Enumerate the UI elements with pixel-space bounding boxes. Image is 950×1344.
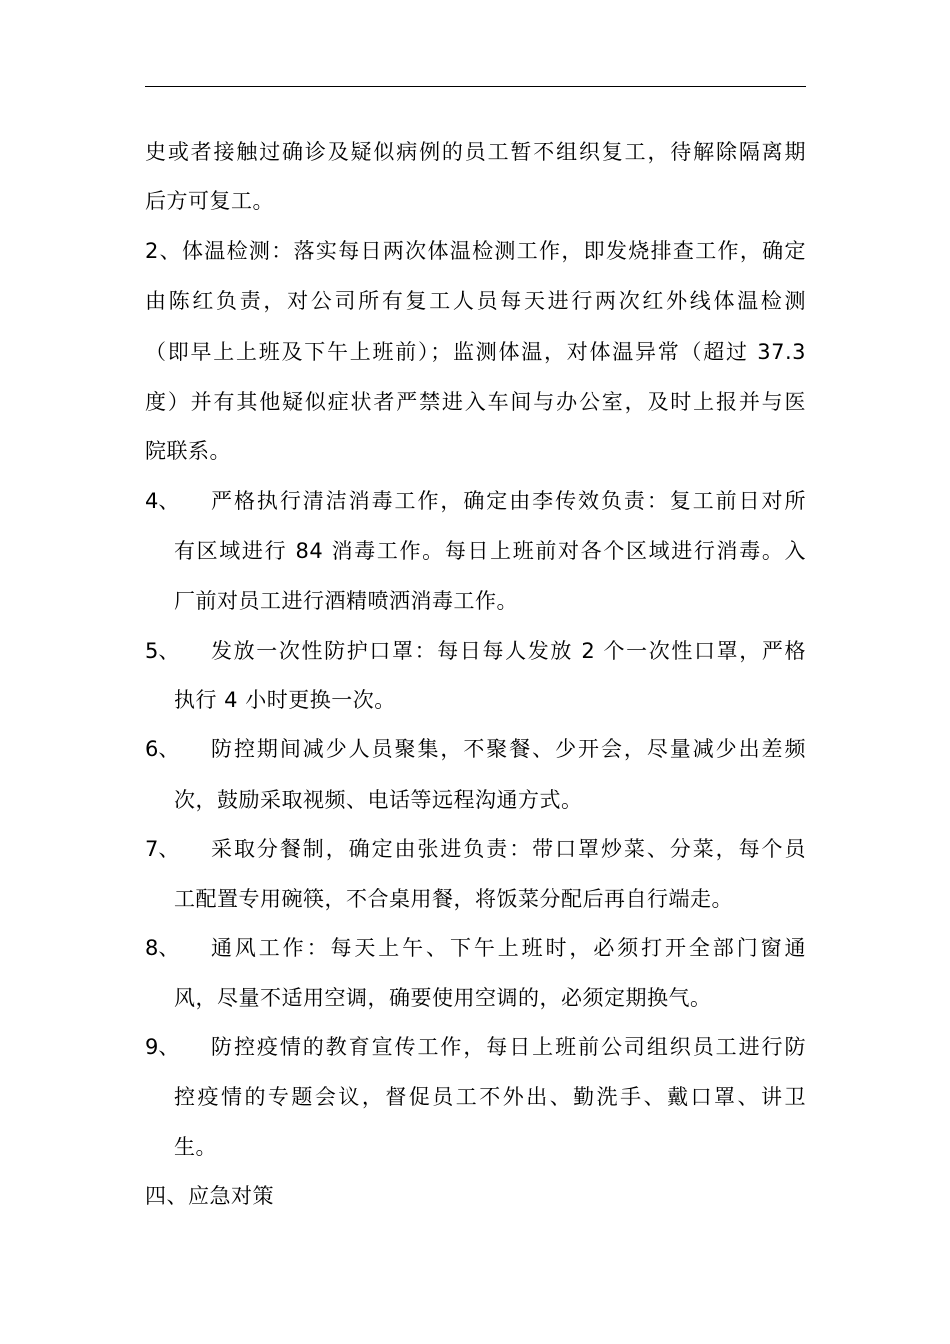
list-item-line: 厂前对员工进行酒精喷洒消毒工作。 [174, 589, 518, 613]
list-item-line: 发放一次性防护口罩：每日每人发放 2 个一次性口罩，严格 [211, 639, 806, 663]
list-item-line: 防控期间减少人员聚集，不聚餐、少开会，尽量减少出差频 [211, 737, 806, 761]
list-item-line: 防控疫情的教育宣传工作，每日上班前公司组织员工进行防 [211, 1035, 806, 1059]
paragraph-line: 度）并有其他疑似症状者严禁进入车间与办公室，及时上报并与医 [145, 390, 806, 414]
list-number: 5、 [145, 639, 180, 663]
list-number: 8、 [145, 936, 180, 960]
paragraph-line: 后方可复工。 [145, 189, 274, 213]
list-number: 9、 [145, 1035, 180, 1059]
list-item-line: 严格执行清洁消毒工作，确定由李传效负责：复工前日对所 [211, 489, 806, 513]
list-number: 4、 [145, 489, 180, 513]
section-heading: 四、应急对策 [145, 1184, 274, 1208]
list-number: 6、 [145, 737, 180, 761]
list-item-line: 采取分餐制，确定由张进负责：带口罩炒菜、分菜，每个员 [211, 837, 806, 861]
list-item-line: 生。 [174, 1135, 217, 1159]
paragraph-line: 院联系。 [145, 439, 231, 463]
list-item-line: 通风工作：每天上午、下午上班时，必须打开全部门窗通 [211, 936, 806, 960]
list-item-line: 控疫情的专题会议，督促员工不外出、勤洗手、戴口罩、讲卫 [174, 1085, 806, 1109]
header-rule [145, 86, 806, 87]
list-item-line: 风，尽量不适用空调，确要使用空调的，必须定期换气。 [174, 986, 712, 1010]
list-item-line: 次，鼓励采取视频、电话等远程沟通方式。 [174, 788, 583, 812]
paragraph-line: 由陈红负责，对公司所有复工人员每天进行两次红外线体温检测 [145, 289, 806, 313]
list-item-line: 有区域进行 84 消毒工作。每日上班前对各个区域进行消毒。入 [174, 539, 806, 563]
paragraph-line: 史或者接触过确诊及疑似病例的员工暂不组织复工，待解除隔离期 [145, 140, 806, 164]
paragraph-line: （即早上上班及下午上班前）；监测体温，对体温异常（超过 37.3 [145, 340, 806, 364]
list-item-line: 工配置专用碗筷，不合桌用餐，将饭菜分配后再自行端走。 [174, 887, 733, 911]
list-item-line: 执行 4 小时更换一次。 [174, 688, 396, 712]
list-number: 7、 [145, 837, 180, 861]
paragraph-line: 2、体温检测：落实每日两次体温检测工作，即发烧排查工作，确定 [145, 239, 806, 263]
